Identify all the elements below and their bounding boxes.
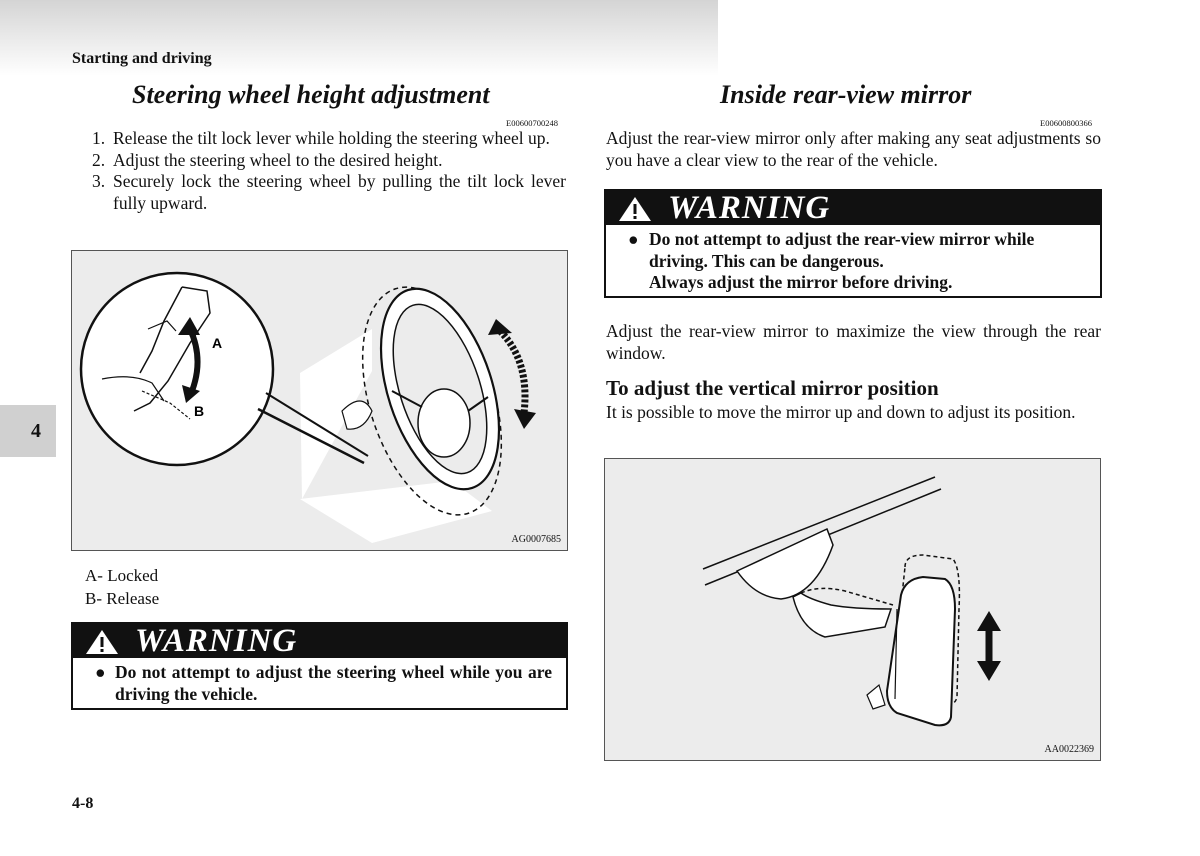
left-doc-code: E00600700248 xyxy=(506,118,558,128)
fig-label-b: B xyxy=(194,403,205,419)
right-doc-code: E00600800366 xyxy=(1040,118,1092,128)
subheading: To adjust the vertical mirror position xyxy=(606,376,939,400)
page-number: 4-8 xyxy=(72,795,94,812)
steering-figure-code: AG0007685 xyxy=(511,534,561,545)
step-item: 3. Securely lock the steering wheel by pulling the tilt lock lever fully upward. xyxy=(92,171,566,213)
fig-label-a: A xyxy=(212,335,223,351)
steering-figure xyxy=(71,250,568,551)
left-title: Steering wheel height adjustment xyxy=(132,80,490,109)
steering-warning-box xyxy=(71,622,568,710)
warning-content xyxy=(73,658,566,705)
warning-header xyxy=(73,624,566,658)
right-title: Inside rear-view mirror xyxy=(720,80,972,109)
mirror-figure xyxy=(604,458,1101,761)
section-label: Starting and driving xyxy=(72,50,212,67)
warning-triangle-icon xyxy=(85,629,119,655)
paragraph-2: Adjust the rear-view mirror to maximize the view through the rear window. xyxy=(606,321,1101,363)
warning-text: Do not attempt to adjust the rear-view mirror while driving. This can be dangerous. xyxy=(649,229,1035,271)
step-item: 1. Release the tilt lock lever while holding the steering wheel up. xyxy=(92,128,550,148)
warning-header xyxy=(606,191,1100,225)
bullet-icon: ● xyxy=(95,662,106,682)
intro-paragraph: Adjust the rear-view mirror only after making any seat adjustments so you have a clear view to the rear of the vehicle. xyxy=(606,128,1101,170)
paragraph-3: It is possible to move the mirror up and down to adjust its position. xyxy=(606,402,1076,422)
mirror-figure-code: AA0022369 xyxy=(1044,744,1094,755)
steps-list xyxy=(92,128,566,214)
warning-heading: WARNING xyxy=(668,190,831,226)
warning-text-2: Always adjust the mirror before driving. xyxy=(649,272,953,292)
mirror-warning-box xyxy=(604,189,1102,298)
legend-b: B- Release xyxy=(85,589,160,608)
legend-a: A- Locked xyxy=(85,566,159,585)
warning-content xyxy=(606,225,1100,294)
steering-illustration xyxy=(72,251,567,550)
warning-triangle-icon xyxy=(618,196,652,222)
warning-heading: WARNING xyxy=(135,623,298,659)
step-item: 2. Adjust the steering wheel to the desired height. xyxy=(92,149,443,170)
warning-text: Do not attempt to adjust the steering wheel while you are driving the vehicle. xyxy=(115,662,552,704)
mirror-illustration xyxy=(605,459,1100,760)
chapter-number: 4 xyxy=(31,420,41,442)
bullet-icon: ● xyxy=(628,229,639,249)
